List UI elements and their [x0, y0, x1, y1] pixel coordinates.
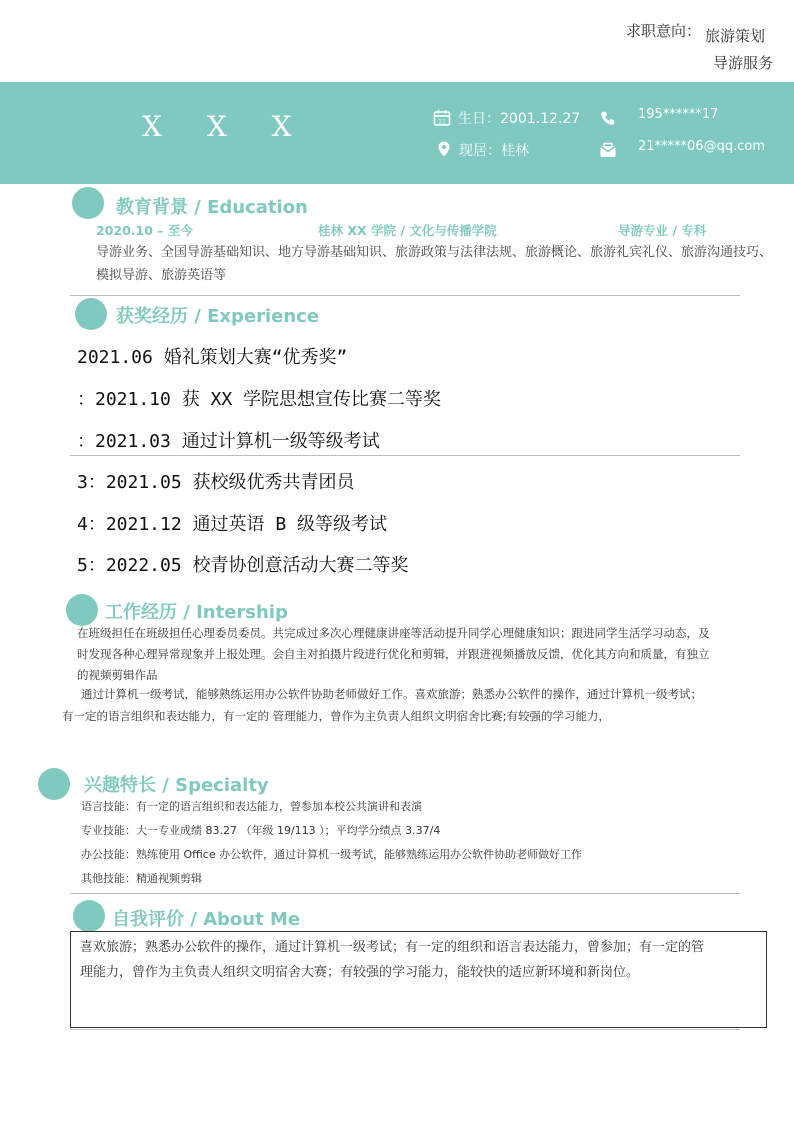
- section-title-work: 工作经历 / Intership: [105, 602, 288, 623]
- award-item: 4：2021.12 通过英语 B 级等级考试: [77, 514, 388, 535]
- work-paragraph-line: 通过计算机一级考试，能够熟练运用办公软件协助老师做好工作。喜欢旅游；熟悉办公软件的操作，通过计算机一级考试；: [81, 687, 702, 701]
- section-title-education: 教育背景 / Education: [116, 197, 308, 218]
- email-text: 21*****06@qq.com: [638, 139, 765, 154]
- intent-label: 求职意向：: [626, 22, 702, 40]
- residence-text: 现居：桂林: [459, 143, 529, 159]
- about-line: 喜欢旅游；熟悉办公软件的操作，通过计算机一级考试；有一定的组织和语言表达能力，曾参加；有一定的管: [80, 940, 705, 955]
- award-item: 5：2022.05 校青协创意活动大赛二等奖: [77, 555, 409, 576]
- specialty-item: 语言技能：有一定的语言组织和表达能力，曾参加本校公共演讲和表演: [81, 800, 422, 813]
- section-bullet: [72, 187, 104, 219]
- svg-text:11: 11: [438, 118, 446, 126]
- divider: [70, 295, 740, 296]
- birthday-text: 生日：2001.12.27: [458, 111, 581, 127]
- phone-text: 195******17: [638, 107, 719, 122]
- location-pin-icon: [435, 140, 453, 158]
- section-title-about: 自我评价 / About Me: [112, 909, 301, 930]
- award-item: 2021.06 婚礼策划大赛“优秀奖”: [77, 347, 348, 368]
- candidate-name: X X X: [142, 110, 310, 143]
- education-date: 2020.10 – 至今: [96, 223, 193, 238]
- calendar-icon: [433, 109, 451, 127]
- work-paragraph-line: 在班级担任在班级担任心理委员委员。共完成过多次心理健康讲座等活动提升同学心理健康知识；跟进同学生活学习动态，及: [77, 626, 710, 640]
- intent-value-2: 导游服务: [713, 54, 774, 72]
- award-item: ：2021.10 获 XX 学院思想宣传比赛二等奖: [77, 389, 442, 410]
- about-line: 理能力，曾作为主负责人组织文明宿舍大赛；有较强的学习能力，能较快的适应新环境和新岗位。: [80, 965, 640, 980]
- intent-value-1: 旅游策划: [705, 27, 766, 45]
- phone-icon: [599, 109, 617, 127]
- mail-icon: [599, 141, 617, 159]
- section-bullet: [38, 768, 70, 800]
- header-banner: [0, 82, 794, 184]
- section-bullet: [73, 900, 105, 932]
- section-bullet: [75, 298, 107, 330]
- section-bullet: [66, 594, 98, 626]
- education-major: 导游专业 / 专科: [618, 223, 707, 238]
- award-item: 3：2021.05 获校级优秀共青团员: [77, 472, 355, 493]
- work-paragraph-line: 时发现各种心理异常现象并上报处理。会自主对拍摄片段进行优化和剪辑，并跟进视频播放反馈，优化其方向和质量，有独立: [77, 647, 710, 661]
- divider: [70, 1029, 740, 1030]
- education-school: 桂林 XX 学院 / 文化与传播学院: [318, 223, 497, 238]
- specialty-item: 办公技能：熟练使用 Office 办公软件，通过计算机一级考试，能够熟练运用办公软件协助老师做好工作: [81, 848, 583, 861]
- work-paragraph-line: 的视频剪辑作品: [77, 668, 158, 682]
- divider: [70, 455, 740, 456]
- award-item: ：2021.03 通过计算机一级等级考试: [77, 431, 380, 452]
- section-title-specialty: 兴趣特长 / Specialty: [84, 775, 269, 796]
- education-courses: 导游业务、全国导游基础知识、地方导游基础知识、旅游政策与法律法规、旅游概论、旅游礼宾礼仪、旅游沟通技巧、模拟导游、旅游英语等: [96, 245, 773, 283]
- section-title-experience: 获奖经历 / Experience: [116, 306, 320, 327]
- divider: [70, 893, 740, 894]
- work-paragraph-line: 有一定的语言组织和表达能力，有一定的 管理能力，曾作为主负责人组织文明宿舍比赛;有较强的学习能力，: [62, 709, 611, 723]
- specialty-item: 专业技能：大一专业成绩 83.27 （年级 19/113 ）；平均学分绩点 3.37/4: [81, 824, 441, 837]
- specialty-item: 其他技能：精通视频剪辑: [81, 872, 202, 885]
